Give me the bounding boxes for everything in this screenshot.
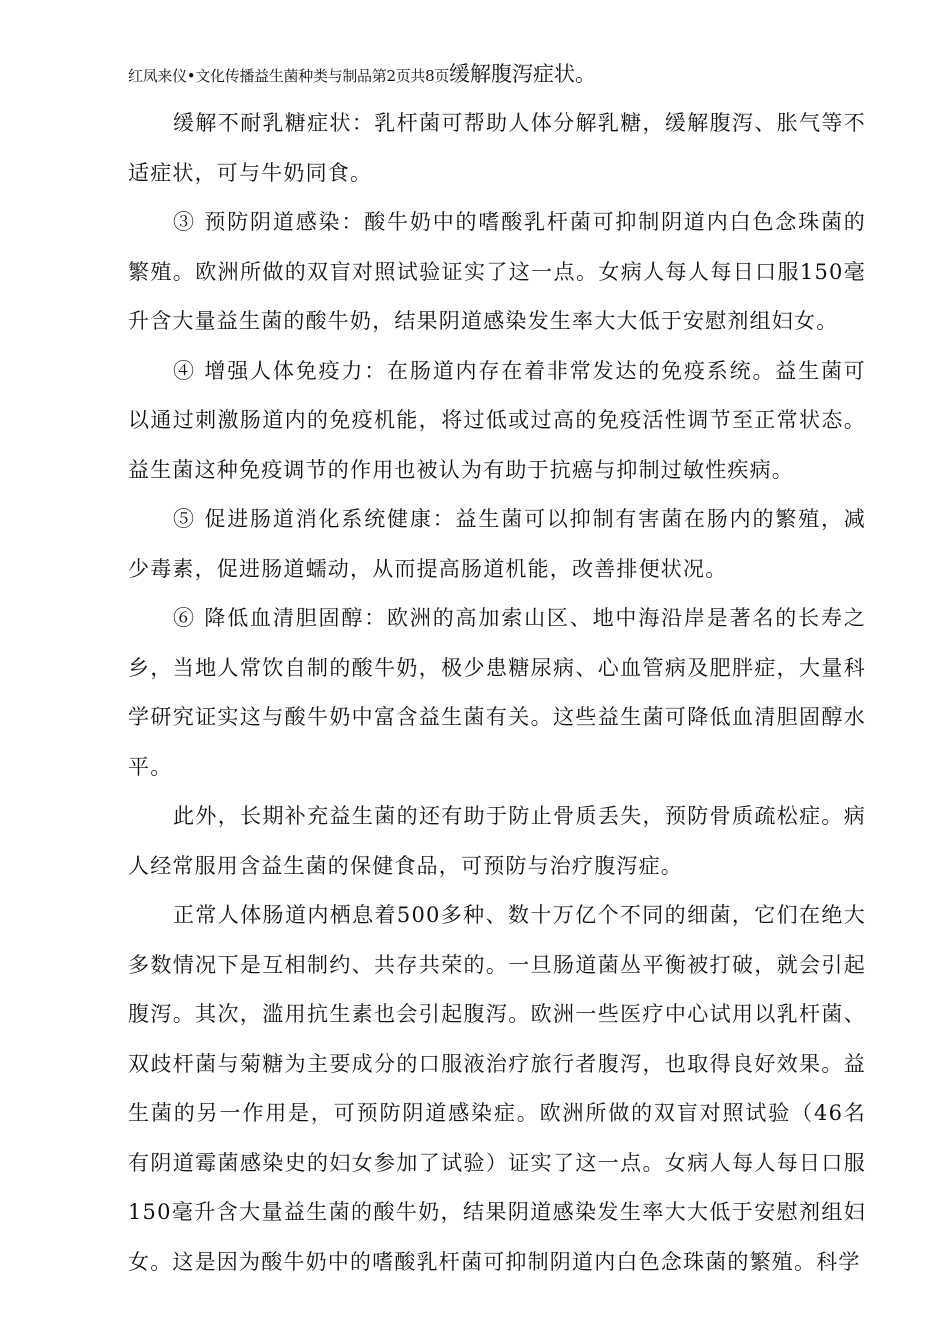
- continued-text: 缓解腹泻症状。: [449, 62, 597, 86]
- page-header: [128, 58, 908, 92]
- running-title: 红凤来仪•文化传播益生菌种类与制品第2页共8页: [128, 67, 450, 85]
- paragraph-digestive-health: ⑤ 促进肠道消化系统健康：益生菌可以抑制有害菌在肠内的繁殖，减少毒素，促进肠道蠕动，从而提高肠道机能，改善排便状况。: [128, 507, 866, 581]
- paragraph-bone-loss: 此外，长期补充益生菌的还有助于防止骨质丢失，预防骨质疏松症。病人经常服用含益生菌的保健食品，可预防与治疗腹泻症。: [128, 804, 866, 878]
- paragraph-intestinal-flora: 正常人体肠道内栖息着500多种、数十万亿个不同的细菌，它们在绝大多数情况下是互相制约、共存共荣的。一旦肠道菌丛平衡被打破，就会引起腹泻。其次，滥用抗生素也会引起腹泻。欧洲一些医疗中心试用以乳杆菌、双歧杆菌与菊糖为主要成分的口服液治疗旅行者腹泻，也取得良好效果。益生菌的另一作用是，可预防阴道感染症。欧洲所做的双盲对照试验（46名有阴道霉菌感染史的妇女参加了试验）证实了这一点。女病人每人每日口服150毫升含大量益生菌的酸牛奶，结果阴道感染发生率大大低于安慰剂组妇女。这是因为酸牛奶中的嗜酸乳杆菌可抑制阴道内白色念珠菌的繁殖。科学: [128, 903, 866, 1274]
- paragraph-cholesterol: ⑥ 降低血清胆固醇：欧洲的高加索山区、地中海沿岸是著名的长寿之乡，当地人常饮自制的酸牛奶，极少患糖尿病、心血管病及肥胖症，大量科学研究证实这与酸牛奶中富含益生菌有关。这些益生菌可降低血清胆固醇水平。: [128, 606, 866, 779]
- paragraph-vaginal-infection: ③ 预防阴道感染：酸牛奶中的嗜酸乳杆菌可抑制阴道内白色念珠菌的繁殖。欧洲所做的双盲对照试验证实了这一点。女病人每人每日口服150毫升含大量益生菌的酸牛奶，结果阴道感染发生率大大低于安慰剂组妇女。: [128, 210, 866, 333]
- paragraph-lactose: 缓解不耐乳糖症状：乳杆菌可帮助人体分解乳糖，缓解腹泻、胀气等不适症状，可与牛奶同食。: [128, 111, 866, 185]
- document-body: [128, 99, 866, 1287]
- paragraph-immunity: ④ 增强人体免疫力：在肠道内存在着非常发达的免疫系统。益生菌可以通过刺激肠道内的免疫机能，将过低或过高的免疫活性调节至正常状态。益生菌这种免疫调节的作用也被认为有助于抗癌与抑制过敏性疾病。: [128, 358, 866, 482]
